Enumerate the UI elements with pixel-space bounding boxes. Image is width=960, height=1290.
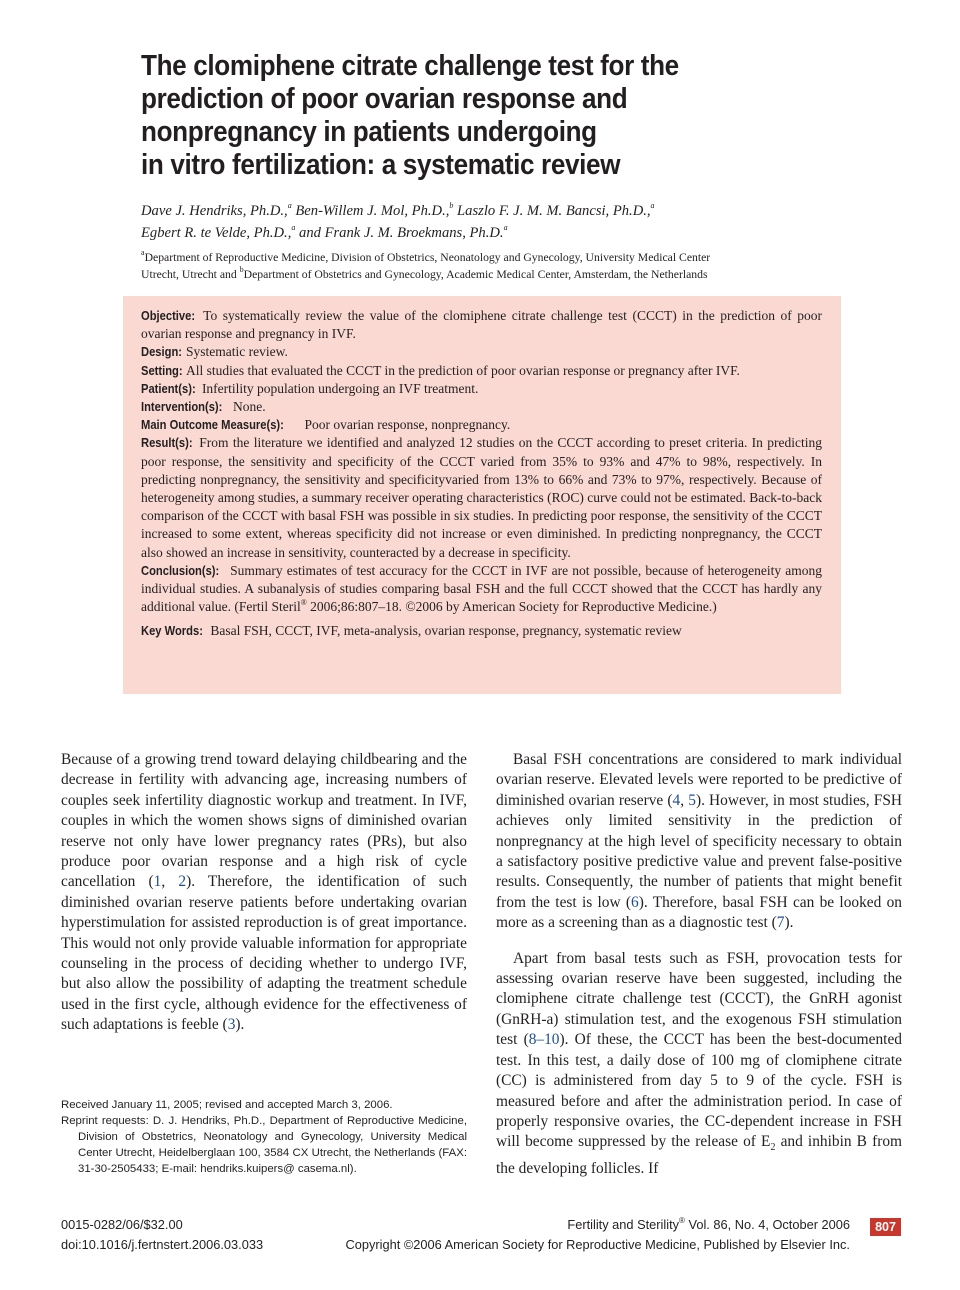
- citation-dash: –: [536, 1031, 545, 1049]
- abstract-label: Design:: [141, 344, 182, 360]
- issn-price: 0015-0282/06/$32.00: [61, 1217, 183, 1232]
- subscript: 2: [770, 1142, 776, 1154]
- journal-name: Fertility and Sterility: [567, 1217, 680, 1232]
- affiliation-line: [141, 266, 831, 283]
- author-line: [141, 222, 831, 244]
- abstract-text: From the literature we identified and analyzed 12 studies on the CCCT according to preset criteria. In predicting poor response, the sensitivity and specificity of the CCCT varied from 35% to 93% and 47% to 98%, respectively. In predicting nonpregnancy, the sensitivity and specificityvaried from 13% to 66% and 73% to 97%, respectively. Because of heterogeneity among studies, a summary receiver operating characteristics (ROC) curve could not be estimated. Back-to-back comparison of the CCCT with basal FSH was possible in six studies. In predicting poor response, the sensitivity of the CCCT increased to some extent, whereas specificity did not increase or even diminished. In predicting nonpregnancy, the CCCT also showed an increase in sensitivity, counteracted by a decrease in specificity.: [141, 435, 822, 560]
- author-affiliation-mark: a: [503, 223, 508, 233]
- abstract-results: [141, 434, 822, 561]
- body-text: ,: [680, 791, 689, 809]
- abstract-label: Main Outcome Measure(s):: [141, 417, 284, 433]
- article-title: [141, 50, 771, 182]
- author-conjunction: and: [299, 225, 325, 241]
- abstract-label: Conclusion(s):: [141, 562, 220, 578]
- citation-link[interactable]: 8: [528, 1031, 537, 1049]
- registered-mark: ®: [679, 1215, 685, 1225]
- abstract-text: Summary estimates of test accuracy for the CCCT in IVF are not possible, because of heterogeneity among individual studies. A subanalysis of studies comparing basal FSH and the full CCCT showed that the CCCT has hardly any additional value. (Fertil Steril: [141, 562, 823, 615]
- affiliation-line: [141, 249, 831, 266]
- title-line: prediction of poor ovarian response and: [141, 83, 628, 115]
- title-line: nonpregnancy in patients undergoing: [141, 116, 597, 148]
- body-column-right: [496, 750, 902, 1179]
- citation-link[interactable]: 6: [631, 893, 639, 911]
- footnotes: [61, 1097, 467, 1177]
- abstract-label: Setting:: [141, 362, 183, 378]
- journal-volume: Vol. 86, No. 4, October 2006: [684, 1217, 850, 1232]
- body-text: ). Of these, the CCCT has been the best-documented test. In this test, a daily dose of 100 mg of clomiphene citrate (CC) is administered from day 5 to 9 of the cycle. FSH is measured before and after the administration period. In case of properly responsive ovaries, the CC-dependent increase in FSH will become suppressed by the release of E: [496, 1031, 902, 1151]
- footer-right: [346, 1215, 851, 1255]
- author-affiliation-mark: a: [287, 201, 292, 211]
- body-text: Basal FSH concentrations are considered to mark individual ovarian reserve. Elevated levels were reported to be predictive of diminished ovarian reserve (: [496, 751, 902, 809]
- abstract-label: Objective:: [141, 308, 196, 323]
- keywords-text: Basal FSH, CCCT, IVF, meta-analysis, ovarian response, pregnancy, systematic review: [210, 623, 682, 639]
- copyright: Copyright ©2006 American Society for Reproductive Medicine, Published by Elsevier Inc.: [345, 1237, 850, 1252]
- citation-link[interactable]: 3: [227, 1016, 236, 1034]
- body-text: ,: [161, 873, 179, 891]
- author-name: Ben-Willem J. Mol, Ph.D.,: [295, 203, 450, 219]
- doi[interactable]: doi:10.1016/j.fertnstert.2006.03.033: [61, 1237, 264, 1252]
- abstract-objective: [141, 307, 822, 343]
- abstract-text: Systematic review.: [186, 344, 288, 360]
- body-column-left: [61, 750, 467, 1036]
- citation-link[interactable]: 4: [672, 791, 681, 809]
- reprint-requests: Reprint requests: D. J. Hendriks, Ph.D., Department of Reproductive Medicine, Division of Obstetrics, Neonatology and Gynecology, University Medical Center Utrecht, Heidelberglaan 100, 3584 CX Utrecht, the Netherlands (FAX: 31-30-2505433; E-mail: hendriks.kuipers@ casema.nl).: [61, 1115, 467, 1175]
- abstract-patients: [141, 380, 822, 398]
- abstract-keywords: [141, 622, 822, 640]
- body-text: ).: [784, 914, 794, 932]
- body-paragraph: [61, 750, 467, 1036]
- abstract-outcome: [141, 416, 822, 434]
- citation-link[interactable]: 5: [688, 791, 696, 809]
- body-text: ). Therefore, the identification of such diminished ovarian reserve patients before undertaking ovarian hyperstimulation for assisted reproduction is of great importance. This would not only provide valuable information for appropriate counseling in the process of deciding whether to undergo IVF, but also allow the possibility of adapting the treatment schedule used in the first cycle, although evidence for the effectiveness of such adaptations is feeble (: [61, 873, 467, 1034]
- body-text: ). Therefore, basal FSH can be looked on more as a screening than as a diagnostic test (: [496, 893, 902, 932]
- body-text: Apart from basal tests such as FSH, provocation tests for assessing ovarian reserve have been suggested, including the clomiphene citrate challenge test (CCCT), the GnRH agonist (GnRH-a) stimulation test, and the exogenous FSH stimulation test (: [496, 949, 902, 1049]
- abstract-text: Poor ovarian response, nonpregnancy.: [304, 417, 511, 433]
- abstract-interventions: [141, 398, 822, 416]
- abstract-label: Patient(s):: [141, 380, 196, 396]
- abstract-setting: [141, 362, 822, 380]
- body-paragraph: [496, 750, 902, 934]
- abstract: [141, 307, 822, 641]
- abstract-conclusions: [141, 562, 822, 617]
- affiliation-mark: b: [239, 265, 244, 275]
- author-name: Egbert R. te Velde, Ph.D.,: [141, 225, 292, 241]
- affiliation-mark: a: [141, 248, 145, 258]
- author-affiliation-mark: a: [650, 201, 655, 211]
- page-number: 807: [870, 1218, 901, 1236]
- author-name: Dave J. Hendriks, Ph.D.,: [141, 203, 288, 219]
- abstract-text: None.: [233, 399, 266, 415]
- affiliation-text: Department of Reproductive Medicine, Division of Obstetrics, Neonatology and Gynecology, University Medical Center: [144, 251, 711, 264]
- abstract-label: Intervention(s):: [141, 399, 223, 415]
- author-list: [141, 200, 831, 244]
- affiliations: [141, 249, 831, 283]
- citation-link[interactable]: 10: [544, 1031, 560, 1049]
- body-text: ).: [235, 1016, 245, 1034]
- author-line: [141, 200, 831, 222]
- title-line: The clomiphene citrate challenge test for the: [141, 50, 679, 82]
- received-dates: Received January 11, 2005; revised and accepted March 3, 2006.: [61, 1099, 393, 1111]
- abstract-text: 2006;86:807–18. ©2006 by American Society for Reproductive Medicine.): [306, 599, 717, 615]
- author-affiliation-mark: a: [291, 223, 296, 233]
- body-text: Because of a growing trend toward delaying childbearing and the decrease in fertility with advancing age, increasing numbers of couples seek infertility diagnostic workup and treatment. In IVF, couples in which the women shows signs of diminished ovarian reserve not only have lower pregnancy rates (PRs), but also produce poor ovarian response and a high risk of cycle cancellation (: [61, 751, 467, 891]
- footer-left: [61, 1215, 263, 1255]
- affiliation-text: Utrecht, Utrecht and: [141, 268, 240, 281]
- title-line: in vitro fertilization: a systematic review: [141, 149, 621, 181]
- citation-link[interactable]: 1: [153, 873, 162, 891]
- abstract-label: Key Words:: [141, 623, 203, 639]
- affiliation-text: Department of Obstetrics and Gynecology, Academic Medical Center, Amsterdam, the Netherlands: [243, 268, 708, 281]
- abstract-label: Result(s):: [141, 435, 193, 451]
- abstract-design: [141, 343, 822, 361]
- abstract-text: To systematically review the value of the clomiphene citrate challenge test (CCCT) in the prediction of poor ovarian response and pregnancy in IVF.: [141, 308, 822, 342]
- body-text: ). However, in most studies, FSH achieves only limited sensitivity in the prediction of nonpregnancy at the high level of specificity necessary to obtain a satisfactory positive predictive value and prevent false-positive results. Consequently, the number of patients that might benefit from the test is low (: [496, 791, 902, 911]
- author-name: Laszlo F. J. M. M. Bancsi, Ph.D.,: [457, 203, 651, 219]
- author-affiliation-mark: b: [449, 201, 454, 211]
- citation-link[interactable]: 2: [178, 873, 187, 891]
- body-text: and inhibin B from the developing follicles. If: [496, 1133, 903, 1177]
- author-name: Frank J. M. Broekmans, Ph.D.: [324, 225, 504, 241]
- abstract-text: All studies that evaluated the CCCT in the prediction of poor ovarian response or pregnancy after IVF.: [186, 362, 740, 378]
- body-paragraph: [496, 949, 902, 1180]
- journal-citation: [346, 1215, 851, 1235]
- abstract-text: Infertility population undergoing an IVF treatment.: [201, 380, 479, 396]
- registered-mark: ®: [300, 597, 307, 607]
- citation-link[interactable]: 7: [776, 914, 785, 932]
